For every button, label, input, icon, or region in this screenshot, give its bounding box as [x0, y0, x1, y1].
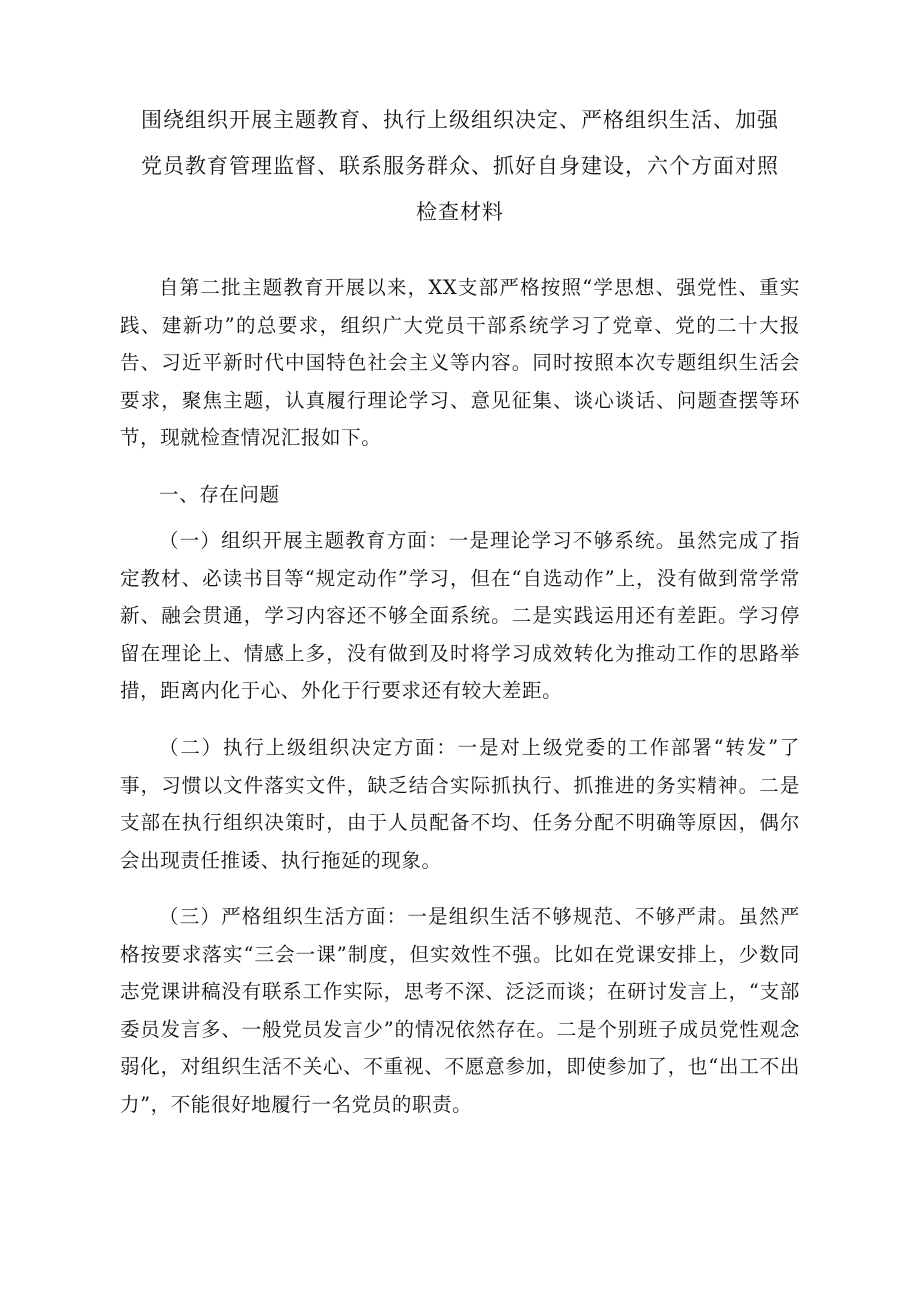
intro-paragraph: 自第二批主题教育开展以来，XX支部严格按照“学思想、强党性、重实践、建新功”的总要求，组织广大党员干部系统学习了党章、党的二十大报告、习近平新时代中国特色社会主义等内容。同时按照本次专题组织生活会要求，聚焦主题，认真履行理论学习、意见征集、谈心谈话、问题查摆等环节，现就检查情况汇报如下。 — [120, 276, 800, 450]
document-title-line-2: 党员教育管理监督、联系服务群众、抓好自身建设，六个方面对照 — [141, 154, 779, 178]
document-title-line-1: 围绕组织开展主题教育、执行上级组织决定、严格组织生活、加强 — [141, 108, 779, 132]
section-1-paragraph: （一）组织开展主题教育方面：一是理论学习不够系统。虽然完成了指定教材、必读书目等“规定动作”学习，但在“自选动作”上，没有做到常学常新、融会贯通，学习内容还不够全面系统。二是实践运用还有差距。学习停留在理论上、情感上多，没有做到及时将学习成效转化为推动工作的思路举措，距离内化于心、外化于行要求还有较大差距。 — [120, 529, 800, 703]
section-2-paragraph: （二）执行上级组织决定方面：一是对上级党委的工作部署“转发”了事，习惯以文件落实文件，缺乏结合实际抓执行、抓推进的务实精神。二是支部在执行组织决策时，由于人员配备不均、任务分配不明确等原因，偶尔会出现责任推诿、执行拖延的现象。 — [120, 736, 800, 872]
section-heading-problems: 一、存在问题 — [159, 483, 280, 506]
document-title-line-3: 检查材料 — [416, 200, 504, 224]
section-3-paragraph: （三）严格组织生活方面：一是组织生活不够规范、不够严肃。虽然严格按要求落实“三会一课”制度，但实效性不强。比如在党课安排上，少数同志党课讲稿没有联系工作实际，思考不深、泛泛而谈；在研讨发言上，“支部委员发言多、一般党员发言少”的情况依然存在。二是个别班子成员党性观念弱化，对组织生活不关心、不重视、不愿意参加，即使参加了，也“出工不出力”，不能很好地履行一名党员的职责。 — [120, 905, 800, 1116]
